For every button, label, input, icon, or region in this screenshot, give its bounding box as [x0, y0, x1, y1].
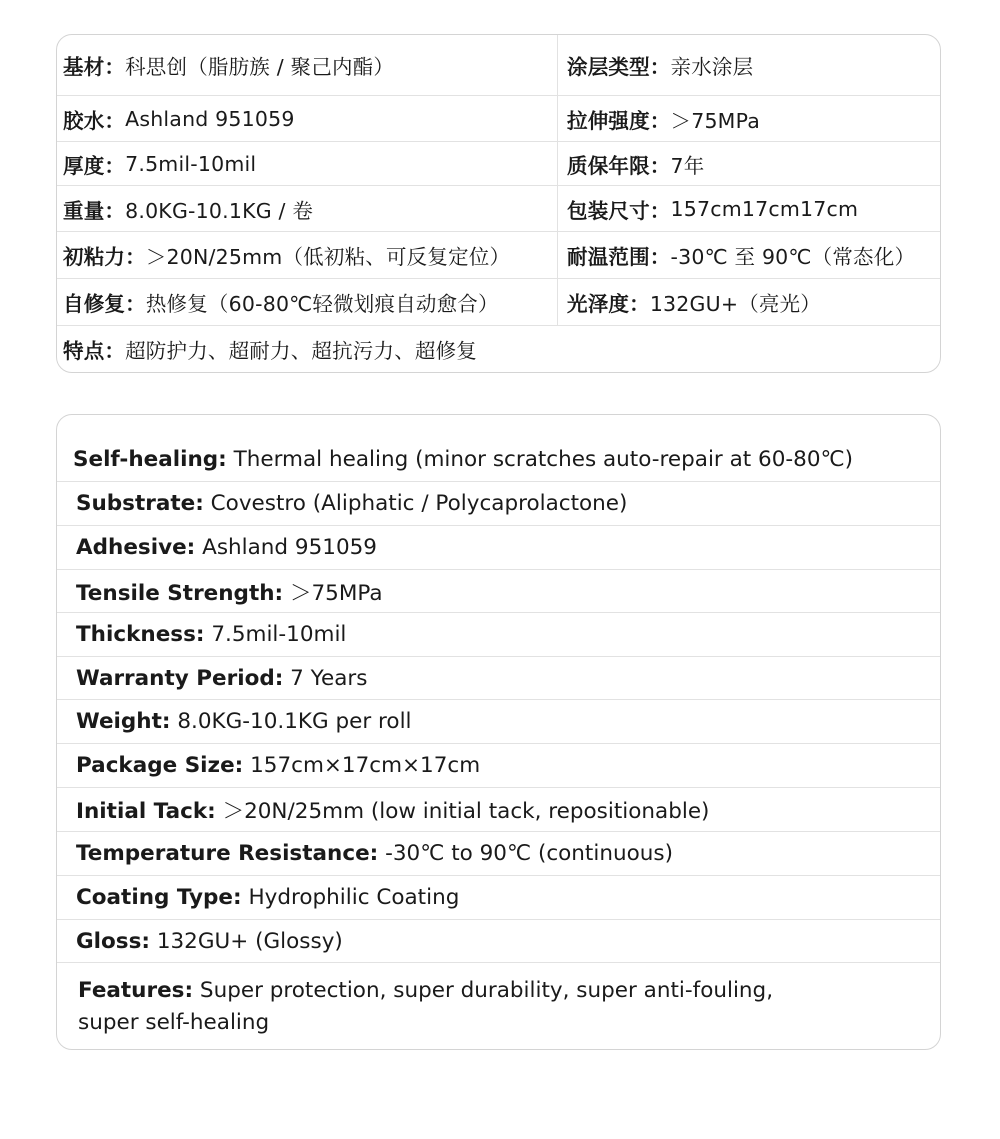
spec-label: 重量： [63, 198, 126, 223]
spec-cell-substrate [63, 35, 557, 95]
spec-row-warranty [57, 657, 940, 700]
spec-value: 8.0KG-10.1KG / 卷 [125, 198, 314, 223]
spec-label: Features: [78, 978, 194, 1003]
spec-row-coating-type [57, 876, 940, 920]
spec-label: Tensile Strength: [76, 580, 284, 606]
spec-label: Temperature Resistance: [76, 841, 379, 866]
spec-value: Covestro (Aliphatic / Polycaprolactone) [210, 491, 628, 516]
spec-label: Initial Tack: [76, 799, 216, 824]
spec-cell-features [63, 326, 923, 372]
spec-row-initial-tack [57, 788, 940, 832]
spec-value: 亲水涂层 [670, 55, 754, 79]
spec-label: Gloss: [76, 928, 150, 954]
spec-value: Ashland 951059 [125, 106, 295, 131]
spec-value: 157cm×17cm×17cm [250, 753, 481, 778]
spec-cell-self-healing [63, 279, 557, 325]
spec-row [57, 279, 940, 326]
spec-label: Substrate: [76, 491, 204, 516]
chinese-spec-table [56, 34, 941, 373]
spec-row-tensile-strength [57, 570, 940, 613]
spec-cell-package-size [567, 186, 937, 231]
spec-cell-weight [63, 186, 557, 231]
spec-value: Ashland 951059 [202, 535, 377, 560]
spec-row-substrate [57, 482, 940, 526]
spec-label: 基材： [63, 55, 126, 79]
spec-row-gloss [57, 920, 940, 963]
spec-value: ＞20N/25mm（低初粘、可反复定位） [145, 245, 511, 269]
spec-label: 光泽度： [567, 292, 650, 316]
spec-row-temperature [57, 832, 940, 876]
spec-row-thickness [57, 613, 940, 657]
spec-cell-gloss [567, 279, 937, 325]
spec-label: Adhesive: [76, 535, 196, 560]
spec-row-features [57, 963, 940, 1049]
spec-value: ＞75MPa [670, 108, 760, 133]
spec-row [57, 35, 940, 96]
spec-value: Hydrophilic Coating [248, 885, 460, 910]
spec-value: ＞20N/25mm (low initial tack, repositionable) [222, 799, 710, 824]
spec-cell-thickness [63, 142, 557, 185]
spec-label: 初粘力： [63, 245, 146, 269]
english-spec-table [56, 414, 941, 1050]
spec-row [57, 186, 940, 232]
spec-row [57, 232, 940, 279]
spec-label: Coating Type: [76, 885, 242, 910]
spec-value: -30℃ 至 90℃（常态化） [670, 245, 916, 269]
spec-value: 7年 [670, 153, 705, 178]
spec-value: 7.5mil-10mil [211, 622, 347, 647]
spec-cell-adhesive [63, 96, 557, 141]
spec-row-weight [57, 700, 940, 744]
spec-label: 特点： [63, 339, 126, 363]
spec-row [57, 96, 940, 142]
spec-cell-initial-tack [63, 232, 557, 278]
spec-value: 157cm17cm17cm [670, 196, 859, 221]
spec-value: 7 Years [290, 665, 368, 691]
spec-row-features [57, 326, 940, 372]
spec-cell-warranty [567, 142, 937, 185]
spec-value: 132GU+（亮光） [649, 292, 822, 316]
spec-label: 厚度： [63, 153, 126, 178]
spec-cell-tensile-strength [567, 96, 937, 141]
spec-value: Super protection, super durability, super anti-fouling, super self-healing [78, 978, 774, 1035]
spec-value: 科思创（脂肪族 / 聚己内酯） [125, 55, 395, 79]
spec-value: -30℃ to 90℃ (continuous) [385, 841, 673, 866]
spec-value: ＞75MPa [289, 580, 383, 606]
spec-label: Weight: [76, 709, 171, 734]
spec-value: 132GU+ (Glossy) [156, 928, 343, 954]
spec-row-adhesive [57, 526, 940, 570]
spec-value: 7.5mil-10mil [125, 151, 257, 176]
spec-cell-coating-type [567, 35, 937, 95]
spec-row [57, 142, 940, 186]
spec-value: 8.0KG-10.1KG per roll [177, 709, 412, 734]
spec-label: 包装尺寸： [567, 198, 671, 223]
spec-label: Warranty Period: [76, 665, 284, 691]
spec-label: 耐温范围： [567, 245, 671, 269]
spec-label: 自修复： [63, 292, 146, 316]
spec-value: 超防护力、超耐力、超抗污力、超修复 [125, 339, 478, 363]
spec-row-package-size [57, 744, 940, 788]
spec-label: 质保年限： [567, 153, 671, 178]
spec-label: Thickness: [76, 622, 205, 647]
spec-value: Thermal healing (minor scratches auto-repair at 60-80℃) [233, 446, 854, 472]
spec-label: Package Size: [76, 753, 244, 778]
spec-value: 热修复（60-80℃轻微划痕自动愈合） [145, 292, 499, 316]
spec-label: 涂层类型： [567, 55, 671, 79]
spec-cell-temperature-range [567, 232, 937, 278]
spec-label: 拉伸强度： [567, 108, 671, 133]
spec-label: Self-healing: [73, 446, 227, 472]
spec-label: 胶水： [63, 108, 126, 133]
spec-row-self-healing [57, 415, 940, 482]
